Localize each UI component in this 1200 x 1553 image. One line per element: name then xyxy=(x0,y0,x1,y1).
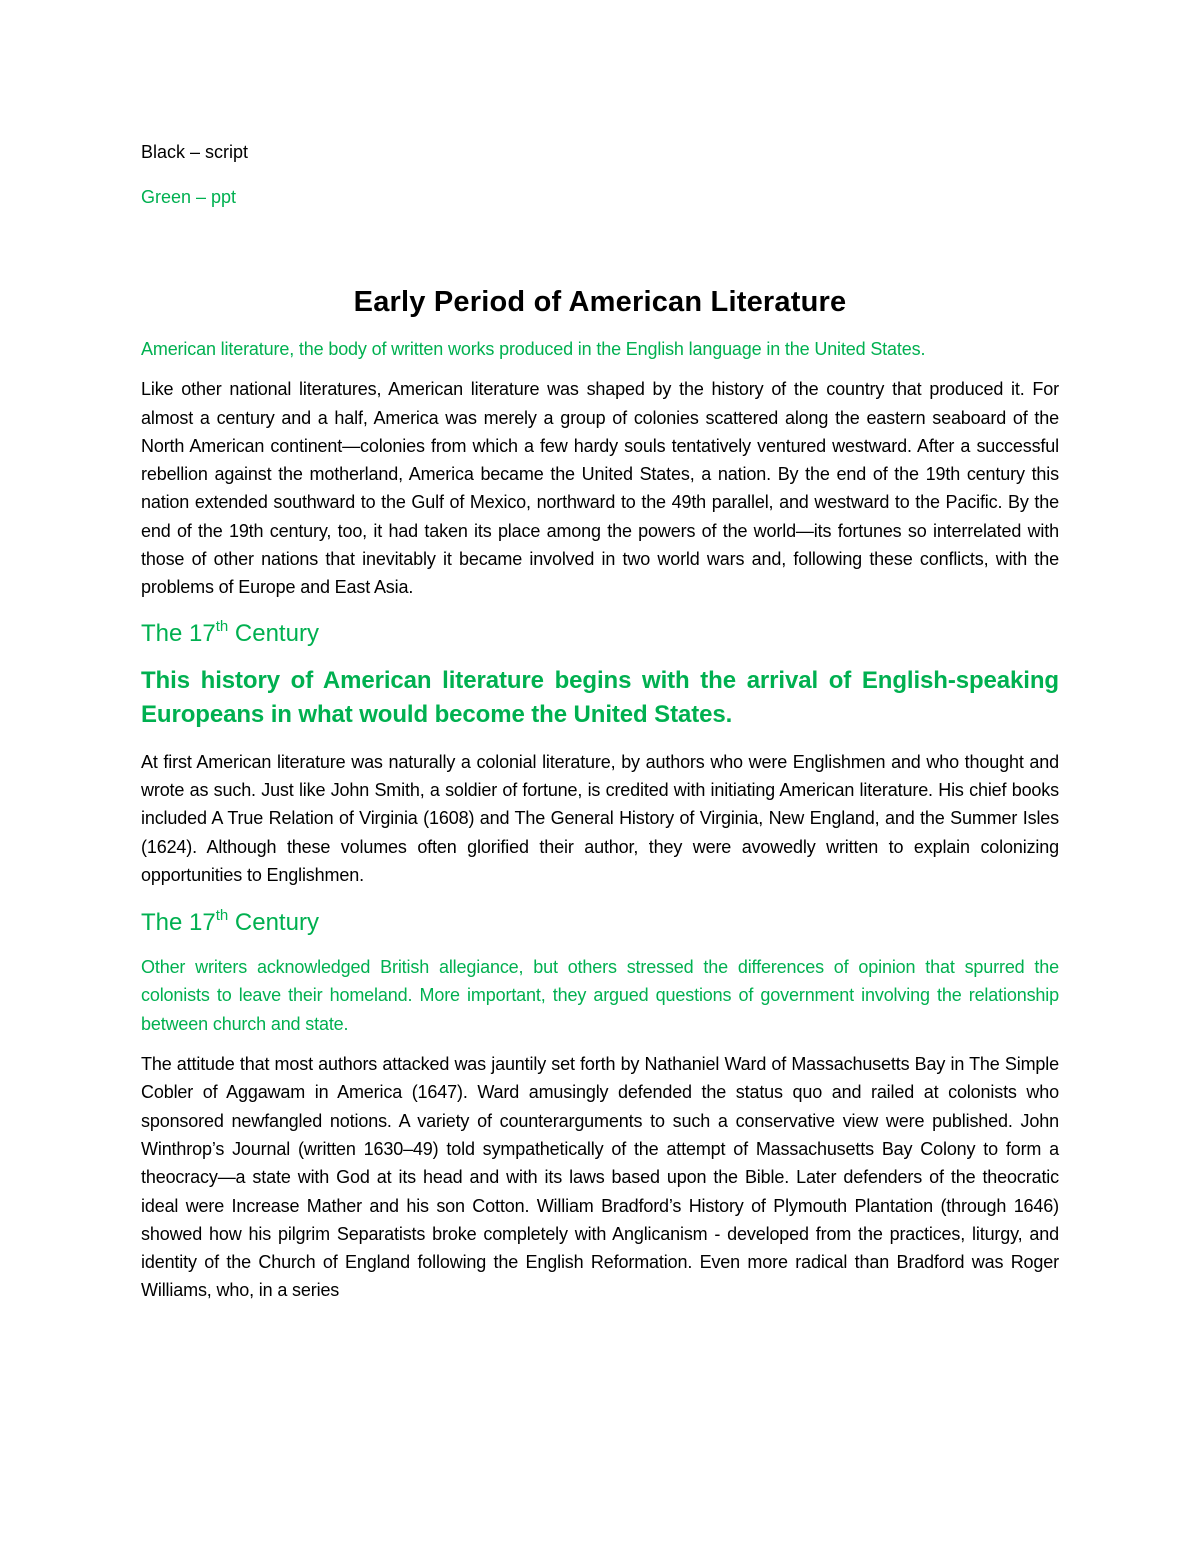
section-heading-superscript: th xyxy=(215,907,229,925)
section-heading-17th-century-2 xyxy=(141,905,1059,941)
church-state-paragraph: The attitude that most authors attacked was jauntily set forth by Nathaniel Ward of Massachusetts Bay in The Simple Cobler of Aggawam in America (1647). Ward amusingly defended the status quo and railed at colonists who sponsored newfangled notions. A variety of counterarguments to such a conservative view were published. John Winthrop’s Journal (written 1630–49) told sympathetically of the attempt of Massachusetts Bay Colony to form a theocracy—a state with God at its head and with its laws based upon the Bible. Later defenders of the theocratic ideal were Increase Mather and his son Cotton. William Bradford’s History of Plymouth Plantation (through 1646) showed how his pilgrim Separatists broke completely with Anglicanism - developed from the practices, liturgy, and identity of the Church of England following the English Reformation. Even more radical than Bradford was Roger Williams, who, in a series xyxy=(141,1054,1059,1301)
section-heading-17th-century xyxy=(141,616,1059,652)
document-title: Early Period of American Literature xyxy=(353,286,847,318)
legend-black-script: Black – script xyxy=(141,142,249,162)
colonial-literature-paragraph: At first American literature was naturally a colonial literature, by authors who were Englishmen and who thought and wrote as such. Just like John Smith, a soldier of fortune, is credited with initiating American literature. His chief books included A True Relation of Virginia (1608) and The General History of Virginia, New England, and the Summer Isles (1624). Although these volumes often glorified their author, they were avowedly written to explain colonizing opportunities to Englishmen. xyxy=(141,751,1059,885)
section-lead-green: This history of American literature begins with the arrival of English-speaking Europeans in what would become the United States. xyxy=(141,666,1059,728)
british-allegiance-green-paragraph: Other writers acknowledged British allegiance, but others stressed the differences of opinion that spurred the colonists to leave their homeland. More important, they argued questions of government involving the relationship between church and state. xyxy=(141,957,1059,1034)
section-heading-suffix: Century xyxy=(228,619,319,647)
legend-green-ppt: Green – ppt xyxy=(141,187,237,207)
intro-green-paragraph: American literature, the body of written works produced in the English language in the United States. xyxy=(141,339,926,359)
section-heading-superscript: th xyxy=(215,617,229,635)
section-heading-text: The 17 xyxy=(141,619,216,647)
document-page xyxy=(141,138,1059,1305)
section-heading-text: The 17 xyxy=(141,909,216,937)
history-paragraph: Like other national literatures, American literature was shaped by the history of the country that produced it. For almost a century and a half, America was merely a group of colonies scattered along the eastern seaboard of the North American continent—colonies from which a few hardy souls tentatively ventured westward. After a successful rebellion against the motherland, America became the United States, a nation. By the end of the 19th century this nation extended southward to the Gulf of Mexico, northward to the 49th parallel, and westward to the Pacific. By the end of the 19th century, too, it had taken its place among the powers of the world—its fortunes so interrelated with those of other nations that inevitably it became involved in two world wars and, following these conflicts, with the problems of Europe and East Asia. xyxy=(141,379,1059,598)
section-heading-suffix: Century xyxy=(228,909,319,937)
